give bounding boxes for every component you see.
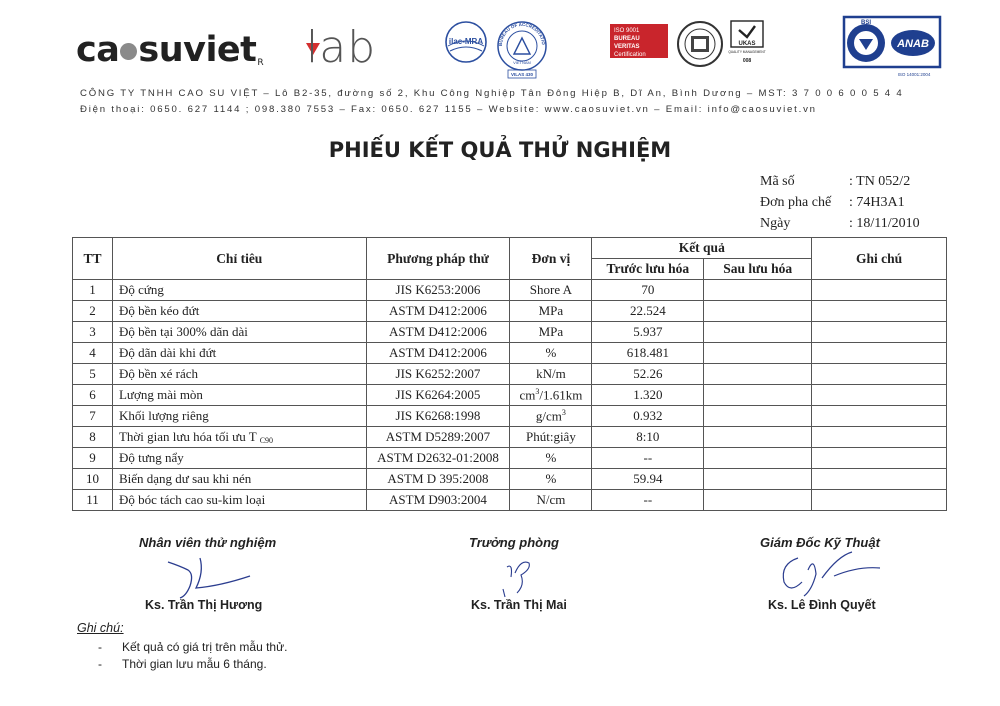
criteria-subscript: C90 (259, 436, 274, 445)
cell-note (812, 406, 947, 427)
bsi-standard: ISO 14001:2004 (897, 72, 931, 77)
bsi-anab-logo (842, 15, 942, 79)
note-item (98, 657, 267, 671)
cell-method: ASTM D 395:2008 (366, 469, 510, 490)
cell-method: ASTM D412:2006 (366, 343, 510, 364)
signature-name: Ks. Trần Thị Mai (471, 598, 567, 612)
table-row (73, 406, 947, 427)
cell-unit: MPa (510, 322, 592, 343)
cell-unit: Shore A (510, 280, 592, 301)
cell-tt: 8 (73, 427, 113, 448)
cell-tt: 11 (73, 490, 113, 511)
cell-unit: kN/m (510, 364, 592, 385)
cell-result-before: -- (592, 490, 704, 511)
cell-criteria (112, 469, 366, 490)
table-row (73, 469, 947, 490)
cell-unit: N/cm (510, 490, 592, 511)
cell-method: ASTM D903:2004 (366, 490, 510, 511)
cell-note (812, 448, 947, 469)
meta-value: : TN 052/2 (849, 173, 911, 189)
table-row (73, 280, 947, 301)
ukas-code: 008 (742, 58, 752, 64)
header-after-vulcanization: Sau lưu hóa (704, 259, 812, 280)
cell-unit: % (510, 343, 592, 364)
cell-unit: % (510, 469, 592, 490)
cell-unit (510, 385, 592, 406)
cell-result-before: 22.524 (592, 301, 704, 322)
header-criteria: Chỉ tiêu (112, 238, 366, 280)
meta-code-row (760, 171, 920, 192)
cell-result-after (704, 427, 812, 448)
signature-title: Nhân viên thử nghiệm (139, 535, 277, 550)
company-contact: Điện thoại: 0650. 627 1144 ; 098.380 7553 – Fax: 0650. 627 1155 – Website: www.caosuviet.vn – Email: info@caosuviet.vn (80, 104, 817, 115)
cell-unit: MPa (510, 301, 592, 322)
bv-line3: Certification (614, 52, 646, 58)
meta-label: Mã số (760, 173, 795, 189)
cell-result-after (704, 490, 812, 511)
company-logo (76, 30, 263, 70)
cell-unit (510, 406, 592, 427)
cell-criteria (112, 364, 366, 385)
cell-note (812, 301, 947, 322)
cell-note (812, 490, 947, 511)
lab-logo: lab (306, 22, 377, 73)
cell-tt: 1 (73, 280, 113, 301)
cell-result-before: 5.937 (592, 322, 704, 343)
meta-value: : 74H3A1 (849, 194, 905, 210)
criteria-text: Độ cứng (118, 282, 164, 297)
cell-criteria (112, 280, 366, 301)
cell-note (812, 364, 947, 385)
cell-method: ASTM D2632-01:2008 (366, 448, 510, 469)
unit-rest: /1.61km (539, 387, 583, 403)
vilas-country-text: VIETNAM (513, 60, 531, 65)
cell-tt: 7 (73, 406, 113, 427)
vilas-code: VILAS 430 (510, 72, 534, 77)
meta-date-row (760, 213, 920, 234)
cell-tt: 6 (73, 385, 113, 406)
cell-result-before: 70 (592, 280, 704, 301)
header-tt: TT (73, 238, 113, 280)
cell-result-after (704, 343, 812, 364)
cell-result-before: 59.94 (592, 469, 704, 490)
meta-label: Đơn pha chế (760, 194, 832, 210)
cell-result-after (704, 406, 812, 427)
brand-text-part2: suviet (138, 30, 257, 70)
criteria-text: Biến dạng dư sau khi nén (118, 471, 252, 486)
cell-unit: Phút:giây (510, 427, 592, 448)
cell-criteria (112, 385, 366, 406)
cell-note (812, 343, 947, 364)
note-text: Thời gian lưu mẫu 6 tháng. (122, 657, 267, 671)
meta-compound-row (760, 192, 920, 213)
cell-result-after (704, 364, 812, 385)
table-row (73, 385, 947, 406)
criteria-text: Độ bền xé rách (118, 366, 199, 381)
bureau-veritas-logo (610, 24, 668, 58)
header-method: Phương pháp thử (366, 238, 510, 280)
cell-tt: 4 (73, 343, 113, 364)
bv-line1: ISO 9001 (614, 28, 640, 34)
cell-tt: 3 (73, 322, 113, 343)
ukas-text: UKAS (738, 41, 756, 47)
signature-name: Ks. Lê Đình Quyết (768, 598, 876, 612)
brand-text-part1: ca (76, 30, 120, 70)
cell-result-before: 8:10 (592, 427, 704, 448)
bureau-veritas-seal-icon (676, 20, 724, 68)
cell-result-after (704, 280, 812, 301)
signature-mark-icon (495, 553, 565, 603)
cell-method: JIS K6264:2005 (366, 385, 510, 406)
unit-superscript: 3 (561, 407, 566, 417)
signature-title: Giám Đốc Kỹ Thuật (760, 535, 880, 550)
cell-unit: % (510, 448, 592, 469)
table-row (73, 322, 947, 343)
cell-result-after (704, 322, 812, 343)
cell-result-before: 52.26 (592, 364, 704, 385)
cell-criteria (112, 406, 366, 427)
table-row (73, 427, 947, 448)
criteria-text: Khối lượng riêng (118, 408, 209, 423)
cell-tt: 9 (73, 448, 113, 469)
cell-note (812, 469, 947, 490)
cell-tt: 5 (73, 364, 113, 385)
meta-label: Ngày (760, 215, 791, 231)
document-meta (760, 171, 920, 234)
signature-name: Ks. Trần Thị Hương (145, 598, 263, 612)
table-row (73, 364, 947, 385)
cell-tt: 10 (73, 469, 113, 490)
signature-title: Trưởng phòng (469, 535, 559, 550)
cell-criteria (112, 322, 366, 343)
table-body (73, 280, 947, 511)
cell-criteria (112, 427, 366, 448)
brand-dot-icon (120, 43, 137, 60)
cell-result-before: 618.481 (592, 343, 704, 364)
bsi-text: BSI (860, 20, 872, 26)
criteria-text: Độ bền tại 300% dãn dài (118, 324, 248, 339)
table-row (73, 301, 947, 322)
cell-method: ASTM D412:2006 (366, 322, 510, 343)
table-row (73, 343, 947, 364)
meta-value: : 18/11/2010 (849, 215, 920, 231)
signature-mark-icon (160, 552, 270, 602)
vilas-ring-text: BUREAU OF ACCREDITATIO (497, 21, 547, 47)
cell-result-before: 0.932 (592, 406, 704, 427)
cell-tt: 2 (73, 301, 113, 322)
notes-title: Ghi chú: (77, 621, 124, 635)
cell-method: ASTM D5289:2007 (366, 427, 510, 448)
cell-note (812, 385, 947, 406)
ilac-text: ilac-MRA (448, 37, 484, 46)
cell-result-after (704, 469, 812, 490)
header-result: Kết quả (592, 238, 812, 259)
criteria-text: Độ dãn dài khi đứt (118, 345, 217, 360)
cell-criteria (112, 301, 366, 322)
criteria-text: Thời gian lưu hóa tối ưu T (118, 429, 257, 444)
unit-superscript: 3 (535, 386, 540, 396)
criteria-text: Lượng mài mòn (118, 387, 203, 402)
criteria-text: Độ bóc tách cao su-kim loại (118, 492, 266, 507)
cell-criteria (112, 448, 366, 469)
ilac-vilas-logo (444, 18, 556, 80)
results-table (72, 237, 947, 511)
criteria-text: Độ bền kéo đứt (118, 303, 200, 318)
cell-result-after (704, 385, 812, 406)
company-address: CÔNG TY TNHH CAO SU VIỆT – Lô B2-35, đường số 2, Khu Công Nghiệp Tân Đông Hiệp B, Dĩ An, Bình Dương – MST: 3 7 0 0 6 0 0 5 4 4 (80, 88, 904, 99)
note-item (98, 640, 287, 654)
cell-method: JIS K6268:1998 (366, 406, 510, 427)
bv-line2: BUREAU VERITAS (614, 36, 640, 50)
registered-mark: R (257, 58, 264, 68)
cell-method: JIS K6253:2006 (366, 280, 510, 301)
ukas-sub-text: QUALITY MANAGEMENT (728, 50, 766, 54)
cell-note (812, 322, 947, 343)
header-before-vulcanization: Trước lưu hóa (592, 259, 704, 280)
table-row (73, 490, 947, 511)
document-title: PHIẾU KẾT QUẢ THỬ NGHIỆM (328, 138, 672, 162)
signature-mark-icon (768, 546, 898, 602)
cell-criteria (112, 490, 366, 511)
cell-note (812, 427, 947, 448)
criteria-text: Độ tưng nẩy (118, 450, 184, 465)
ukas-logo (728, 20, 766, 64)
cell-result-after (704, 448, 812, 469)
anab-text: ANAB (897, 38, 929, 50)
cell-result-before: -- (592, 448, 704, 469)
note-text: Kết quả có giá trị trên mẫu thử. (122, 640, 288, 654)
unit-main: g/cm (535, 408, 562, 424)
header-unit: Đơn vị (510, 238, 592, 280)
cell-method: ASTM D412:2006 (366, 301, 510, 322)
cell-result-before: 1.320 (592, 385, 704, 406)
unit-main: cm (519, 387, 536, 403)
cell-method: JIS K6252:2007 (366, 364, 510, 385)
header-note: Ghi chú (812, 238, 947, 280)
table-row (73, 448, 947, 469)
cell-result-after (704, 301, 812, 322)
cell-note (812, 280, 947, 301)
cell-criteria (112, 343, 366, 364)
